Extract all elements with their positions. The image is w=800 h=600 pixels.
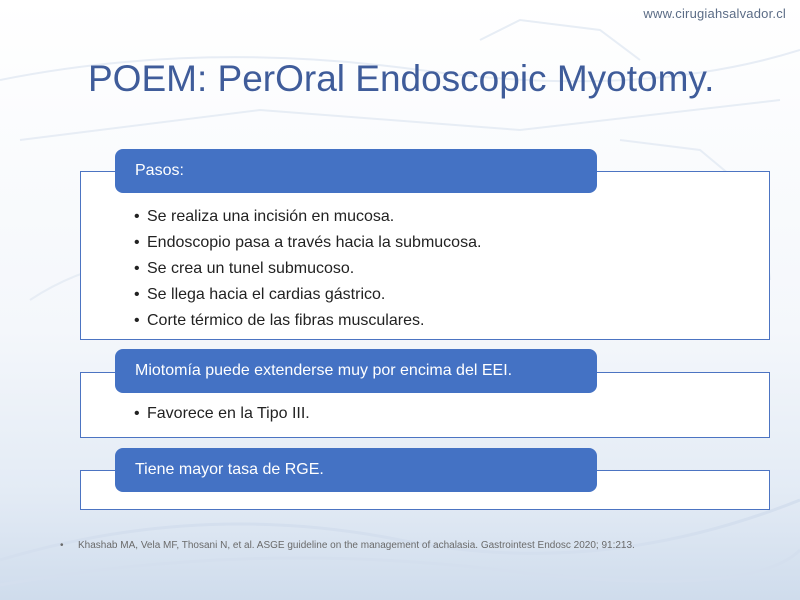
list-item-text: Se crea un tunel submucoso. xyxy=(147,260,355,277)
bullet-icon: • xyxy=(134,208,140,225)
list-item xyxy=(134,230,481,256)
list-item-text: Se llega hacia el cardias gástrico. xyxy=(147,286,386,303)
site-url: www.cirugiahsalvador.cl xyxy=(643,6,786,21)
section-heading-rge: Tiene mayor tasa de RGE. xyxy=(115,448,597,492)
list-item-text: Favorece en la Tipo III. xyxy=(147,405,310,422)
section-heading-steps: Pasos: xyxy=(115,149,597,193)
bullet-icon: • xyxy=(134,234,140,251)
list-item xyxy=(134,282,481,308)
list-item-text: Endoscopio pasa a través hacia la submucosa. xyxy=(147,234,482,251)
bullet-icon: • xyxy=(60,540,64,551)
bullet-icon: • xyxy=(134,312,140,329)
bullet-icon: • xyxy=(134,286,140,303)
steps-bullet-list xyxy=(134,204,481,334)
bullet-icon: • xyxy=(134,405,140,422)
list-item xyxy=(134,256,481,282)
list-item-text: Se realiza una incisión en mucosa. xyxy=(147,208,395,225)
section-heading-myotomy: Miotomía puede extenderse muy por encima del EEI. xyxy=(115,349,597,393)
list-item-text: Corte térmico de las fibras musculares. xyxy=(147,312,425,329)
list-item xyxy=(134,204,481,230)
slide-title: POEM: PerOral Endoscopic Myotomy. xyxy=(88,58,715,99)
reference-text: Khashab MA, Vela MF, Thosani N, et al. ASGE guideline on the management of achalasia. Gastrointest Endosc 2020; 91:213. xyxy=(78,540,635,551)
list-item xyxy=(134,401,310,427)
bullet-icon: • xyxy=(134,260,140,277)
myotomy-bullet-list xyxy=(134,401,310,427)
reference-citation xyxy=(60,540,635,551)
section-panel-steps xyxy=(80,171,770,340)
list-item xyxy=(134,308,481,334)
